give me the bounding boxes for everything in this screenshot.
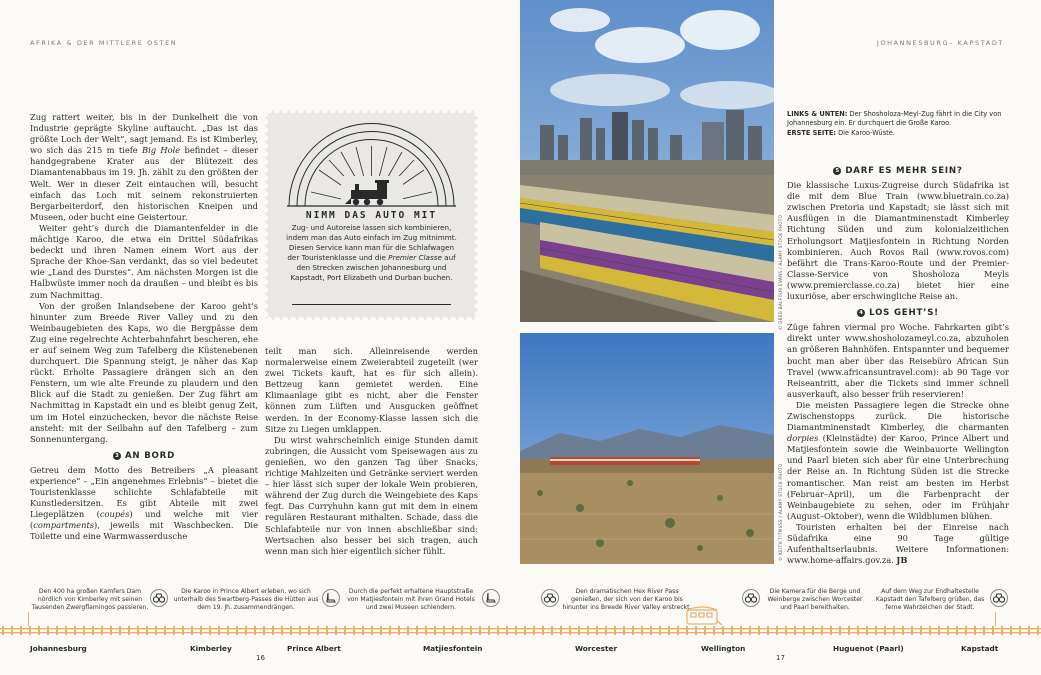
stamp-divider xyxy=(292,304,451,305)
track-tie xyxy=(443,626,445,635)
track-tie xyxy=(857,626,859,635)
track-tie xyxy=(542,626,544,635)
track-tie xyxy=(308,626,310,635)
route-fact: Durch die perfekt erhaltene Hauptstraße von Matjiesfontein mit ihren Grand Hotels und zwei Museen schlendern. xyxy=(347,588,475,611)
track-tie xyxy=(713,626,715,635)
track-tie xyxy=(407,626,409,635)
info-stamp-box xyxy=(265,110,478,320)
track-tie xyxy=(803,626,805,635)
paragraph: Getreu dem Motto des Betreibers „A pleasant experience“ – „Ein angenehmes Erlebnis“ – bietet die Touristenklasse schlichte Schlafabteile mit Kunstledersitzen. Es gibt Abteile mit zwei Liegeplätzen (coupés) und welche mit vier (compartments), jeweils mit Waschbecken. Die Toilette und eine Warmwasserdusche xyxy=(30,464,258,542)
track-tie xyxy=(110,626,112,635)
station-label: Matjiesfontein xyxy=(423,644,483,653)
track-tie xyxy=(344,626,346,635)
walking-boot-icon xyxy=(322,589,340,607)
track-tie xyxy=(299,626,301,635)
track-tie xyxy=(434,626,436,635)
station-marker xyxy=(28,612,34,626)
track-tie xyxy=(452,626,454,635)
track-tie xyxy=(731,626,733,635)
track-tie xyxy=(74,626,76,635)
station-marker xyxy=(995,612,1001,626)
track-tie xyxy=(794,626,796,635)
track-tie xyxy=(272,626,274,635)
photo-credit-bottom: © KEITH TITMUSS / ALAMY STOCK PHOTO xyxy=(778,463,783,561)
track-tie xyxy=(650,626,652,635)
track-tie xyxy=(785,626,787,635)
track-tie xyxy=(515,626,517,635)
track-tie xyxy=(929,626,931,635)
track-tie xyxy=(524,626,526,635)
track-tie xyxy=(704,626,706,635)
walking-boot-icon xyxy=(482,589,500,607)
stamp-perforation xyxy=(265,314,478,320)
track-tie xyxy=(1028,626,1030,635)
paragraph: Züge fahren viermal pro Woche. Fahrkarten gibt’s direkt unter www.shosholozameyl.co.za, abzuholen an größeren Bahnhöfen. Entspannter und bequemer bucht man aber über das Reisebüro African Sun Travel (www.africansuntravel.com): ab 90 Tage vor Reiseantritt, aber die Tickets sind immer schnell ausverkauft, also besser früh reservieren! xyxy=(787,322,1009,399)
track-tie xyxy=(749,626,751,635)
track-tie xyxy=(740,626,742,635)
paragraph: Die meisten Passagiere legen die Strecke ohne Zwischenstopps zurück. Die historische Diamantminenstadt Kimberley, die charmanten dorpies (Kleinstädte) der Karoo, Prince Albert und Matjiesfontein sowie die Weinbauorte Wellington und Paarl bieten sich aber für eine Unterbrechung der Reise an. In Richtung Süden ist die Strecke romantischer. Man reist am besten im Herbst (Februar–April), um die Farbenpracht der Weinbaugebiete zu sehen, oder im Frühjahr (August–Oktober), wenn die Wildblumen blühen. xyxy=(787,399,1009,521)
photo-credit-top: © GREG BALFOUR EVANS / ALAMY STOCK PHOTO xyxy=(778,214,783,330)
track-tie xyxy=(722,626,724,635)
track-tie xyxy=(551,626,553,635)
route-fact: Auf dem Weg zur Endhaltestelle Kapstadt den Tafelberg grüßen, das ferne Wahrzeichen der Stadt. xyxy=(875,588,985,611)
track-tie xyxy=(20,626,22,635)
track-tie xyxy=(911,626,913,635)
station-label: Johannesburg xyxy=(30,644,87,653)
track-tie xyxy=(812,626,814,635)
running-header-left: AFRIKA & DER MITTLERE OSTEN xyxy=(30,39,178,47)
track-tie xyxy=(884,626,886,635)
track-tie xyxy=(263,626,265,635)
track-tie xyxy=(686,626,688,635)
stamp-title: NIMM DAS AUTO MIT xyxy=(305,210,438,221)
binoculars-icon xyxy=(541,589,559,607)
track-tie xyxy=(362,626,364,635)
station-label: Wellington xyxy=(701,644,746,653)
paragraph: Touristen erhalten bei der Einreise nach Südafrika eine 90 Tage gültige Aufenthaltserlaubnis. Weitere Informationen: www.home-affairs.gov.za. JB xyxy=(787,521,1009,566)
track-tie xyxy=(596,626,598,635)
track-tie xyxy=(83,626,85,635)
track-tie xyxy=(191,626,193,635)
track-tie xyxy=(677,626,679,635)
train-icon xyxy=(684,603,724,627)
paragraph: Von der großen Inlandsebene der Karoo geht’s hinunter zum Breede River Valley und zu den Weinbaugebieten des Kaps, wo die Bergpässe dem Zug eine regelrechte Achterbahnfahrt bescheren, ehe er auf seinem Weg zum Tafelberg die Küstenebenen durchquert. Die Spannung steigt, je näher das Kap rückt. Erholte Passagiere drängen sich an den Fenstern, um wie alte Freunde zu plaudern und den Blick auf die Stadt zu genießen. Der Zug fährt am Nachmittag in Kapstadt ein und es bleibt genug Zeit, um im Hotel einzuchecken, bevor die nächste Reise ansteht: mit der Seilbahn auf den Tafelberg – zum Sonnenuntergang. xyxy=(30,300,258,444)
track-tie xyxy=(632,626,634,635)
track-tie xyxy=(29,626,31,635)
photo-caption: LINKS & UNTEN: Der Shosholoza-Meyl-Zug fährt in die City von Johannesburg ein. Er durchquert die Große Karoo. ERSTE SEITE: Die Karoo-Wüste. xyxy=(787,110,1002,137)
route-fact: Die Kamera für die Berge und Weinberge zwischen Worcester und Paarl bereithalten. xyxy=(767,588,863,611)
paragraph: Die klassische Luxus-Zugreise durch Südafrika ist die mit dem Blue Train (www.bluetrain.co.za) zwischen Pretoria und Kapstadt; sie lässt sich mit Ausflügen in die Diamantminenstadt Kimberley Richtung Süden und zum kolonialzeitlichen Erholungsort Matjiesfontein in Richtung Norden kombinieren. Auch Rovos Rail (www.rovos.com) befährt die Trans-Karoo-Route und der Premier-Classe-Service von Shosholoza Meyls (www.premierclasse.co.za) bietet hier eine luxuriöse, aber erschwingliche Reise an. xyxy=(787,180,1009,302)
track-tie xyxy=(938,626,940,635)
track-tie xyxy=(839,626,841,635)
track-tie xyxy=(209,626,211,635)
track-tie xyxy=(335,626,337,635)
track-tie xyxy=(830,626,832,635)
article-column-1 xyxy=(30,112,258,543)
track-tie xyxy=(983,626,985,635)
track-tie xyxy=(623,626,625,635)
track-tie xyxy=(398,626,400,635)
track-tie xyxy=(893,626,895,635)
track-tie xyxy=(956,626,958,635)
track-tie xyxy=(641,626,643,635)
train-sunburst-icon xyxy=(281,122,462,210)
track-tie xyxy=(1001,626,1003,635)
track-tie xyxy=(470,626,472,635)
track-tie xyxy=(146,626,148,635)
track-tie xyxy=(1037,626,1039,635)
paragraph: Du wirst wahrscheinlich einige Stunden damit zubringen, die Aussicht vom Speisewagen aus zu genießen, wo den ganzen Tag über Snacks, richtige Mahlzeiten und Getränke serviert werden – hier lässt sich super der lokale Wein probieren, während der Zug durch die Weingebiete des Kaps fegt. Das Curryhuhn kann gut mit dem in einem regulären Restaurant mithalten. Schade, dass die Schlafabteile nur von innen abschließbar sind: Wertsachen also besser bei sich tragen, auch wenn man sich hier eigentlich sicher fühlt. xyxy=(265,434,478,556)
track-tie xyxy=(1010,626,1012,635)
track-tie xyxy=(155,626,157,635)
route-fact: Den 400 ha großen Kamfers Dam nördlich von Kimberley mit seinen Tausenden Zwergflamingos passieren. xyxy=(31,588,149,611)
track-tie xyxy=(902,626,904,635)
track-tie xyxy=(533,626,535,635)
photo-karoo-landscape xyxy=(520,333,774,564)
track-tie xyxy=(758,626,760,635)
page-number-right: 17 xyxy=(776,654,785,662)
track-tie xyxy=(2,626,4,635)
station-label: Kapstadt xyxy=(961,644,999,653)
track-tie xyxy=(290,626,292,635)
paragraph: Weiter geht’s durch die Diamantenfelder in die mächtige Karoo, die etwa ein Drittel Südafrikas bedeckt und ihren Namen einem Wort aus der Sprache der Khoe-San verdankt, das so viel bedeutet wie „Land des Durstes“. Am nächsten Morgen ist die Halbwüste immer noch da draußen – und bleibt es bis zum Nachmittag. xyxy=(30,222,258,300)
track-tie xyxy=(128,626,130,635)
track-tie xyxy=(479,626,481,635)
track-tie xyxy=(848,626,850,635)
track-tie xyxy=(389,626,391,635)
track-tie xyxy=(173,626,175,635)
track-tie xyxy=(560,626,562,635)
track-tie xyxy=(605,626,607,635)
track-tie xyxy=(920,626,922,635)
section-heading-los-gehts: 4 LOS GEHT’S! xyxy=(787,308,1009,319)
track-tie xyxy=(875,626,877,635)
track-tie xyxy=(497,626,499,635)
stamp-perforation xyxy=(265,110,478,116)
track-tie xyxy=(200,626,202,635)
station-label: Worcester xyxy=(575,644,618,653)
binoculars-icon xyxy=(742,589,760,607)
track-tie xyxy=(218,626,220,635)
station-label: Kimberley xyxy=(190,644,232,653)
track-tie xyxy=(488,626,490,635)
route-fact: Die Karoo in Prince Albert erleben, wo sich unterhalb des Swartberg-Passes die Hütten aus dem 19. Jh. zusammendrängen. xyxy=(173,588,319,611)
track-tie xyxy=(164,626,166,635)
track-tie xyxy=(416,626,418,635)
track-tie xyxy=(353,626,355,635)
track-tie xyxy=(227,626,229,635)
track-tie xyxy=(659,626,661,635)
photo-johannesburg-trains xyxy=(520,0,774,322)
track-tie xyxy=(578,626,580,635)
track-tie xyxy=(137,626,139,635)
section-heading-darf-es-mehr-sein: 5 DARF ES MEHR SEIN? xyxy=(787,166,1009,177)
binoculars-icon xyxy=(990,589,1008,607)
page-number-left: 16 xyxy=(256,654,265,662)
paragraph: Zug rattert weiter, bis in der Dunkelheit die von Industrie geprägte Skyline auftaucht. „Das ist das größte Loch der Welt“, sagt jemand. Es ist Kimberley, wo sich das 215 m tiefe Big Hole befindet – dieser handgegrabene Krater aus der Blütezeit des Diamantenabbaus im 19. Jh. zählt zu den größten der Welt. Wer in dieser Zeit eintauchen will, besucht einfach das Loch mit seinem rekonstruierten Bergarbeiterdorf, den historischen Kneipen und Museen, oder bucht eine Geistertour. xyxy=(30,112,258,222)
track-tie xyxy=(119,626,121,635)
track-tie xyxy=(587,626,589,635)
track-tie xyxy=(866,626,868,635)
binoculars-icon xyxy=(150,589,168,607)
track-tie xyxy=(614,626,616,635)
stamp-body: Zug- und Autoreise lassen sich kombinieren, indem man das Auto einfach im Zug mitnimmt. Diesen Service kann man für die Schlafwagen der Touristenklasse und die Premier Classe auf den Strecken zwischen Johannesburg und Kapstadt, Port Elizabeth und Durban buchen. xyxy=(286,223,457,282)
running-header-right: JOHANNESBURG– KAPSTADT xyxy=(876,39,1004,47)
paragraph: teilt man sich. Alleinreisende werden normalerweise einem Zweierabteil zugeteilt (wer zwei Tickets kauft, hat es für sich allein). Bettzeug kann gemietet werden. Eine Klimaanlage gibt es nicht, aber die Fenster können zum Lüften und Ausgucken geöffnet werden. In der Economy-Klasse lassen sich die Sitze zu Liegen umklappen. xyxy=(265,346,478,434)
track-tie xyxy=(254,626,256,635)
track-tie xyxy=(506,626,508,635)
article-column-2 xyxy=(265,346,478,557)
track-tie xyxy=(461,626,463,635)
route-fact: Den dramatischen Hex River Pass genießen, der sich von der Karoo bis hinunter ins Breede River Valley erstreckt. xyxy=(562,588,692,611)
track-tie xyxy=(380,626,382,635)
track-tie xyxy=(695,626,697,635)
track-tie xyxy=(92,626,94,635)
track-tie xyxy=(47,626,49,635)
track-tie xyxy=(425,626,427,635)
article-column-3 xyxy=(787,160,1009,566)
track-tie xyxy=(317,626,319,635)
track-tie xyxy=(668,626,670,635)
station-label: Huguenot (Paarl) xyxy=(833,644,904,653)
track-tie xyxy=(371,626,373,635)
track-tie xyxy=(767,626,769,635)
track-tie xyxy=(11,626,13,635)
track-tie xyxy=(65,626,67,635)
track-tie xyxy=(56,626,58,635)
track-tie xyxy=(965,626,967,635)
track-tie xyxy=(569,626,571,635)
section-heading-an-bord: 3 AN BORD xyxy=(30,451,258,462)
station-label: Prince Albert xyxy=(287,644,341,653)
track-tie xyxy=(992,626,994,635)
track-tie xyxy=(947,626,949,635)
track-tie xyxy=(38,626,40,635)
track-tie xyxy=(236,626,238,635)
track-tie xyxy=(245,626,247,635)
track-tie xyxy=(974,626,976,635)
track-tie xyxy=(776,626,778,635)
track-tie xyxy=(1019,626,1021,635)
track-tie xyxy=(281,626,283,635)
track-tie xyxy=(182,626,184,635)
track-tie xyxy=(101,626,103,635)
track-tie xyxy=(326,626,328,635)
track-tie xyxy=(821,626,823,635)
railway-track xyxy=(0,626,1041,635)
